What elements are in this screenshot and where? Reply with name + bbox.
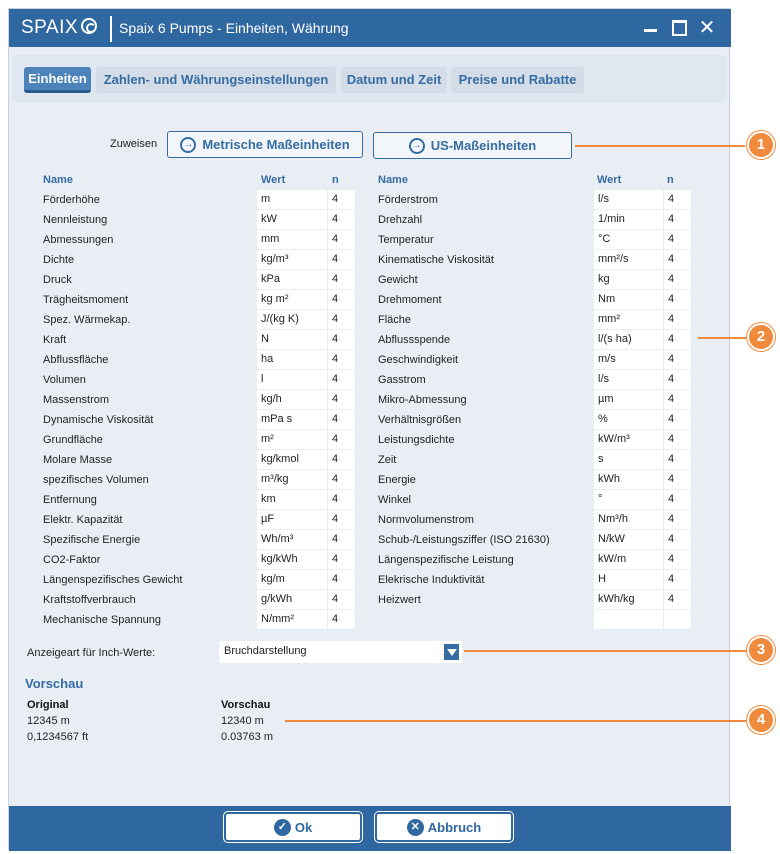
unit-name: Molare Masse <box>43 454 113 466</box>
check-icon: ✓ <box>274 819 291 836</box>
unit-value-field[interactable]: µm <box>594 390 663 409</box>
unit-value-field[interactable]: °C <box>594 230 663 249</box>
unit-name: spezifisches Volumen <box>43 474 149 486</box>
unit-value-field[interactable]: % <box>594 410 663 429</box>
unit-value-field[interactable]: Nm³/h <box>594 510 663 529</box>
unit-decimals-field[interactable]: 4 <box>664 570 691 589</box>
dialog-window <box>8 8 730 850</box>
unit-value-field[interactable]: ° <box>594 490 663 509</box>
unit-decimals-field[interactable]: 4 <box>328 490 355 509</box>
metric-units-button[interactable] <box>167 131 363 158</box>
unit-name: Winkel <box>378 494 412 506</box>
unit-value-field[interactable]: kg/kWh <box>257 550 327 569</box>
metric-units-label: Metrische Maßeinheiten <box>202 137 350 152</box>
unit-name: Mechanische Spannung <box>43 614 162 626</box>
unit-decimals-field[interactable]: 4 <box>328 430 355 449</box>
unit-decimals-field[interactable] <box>664 610 691 629</box>
unit-value-field[interactable]: N <box>257 330 327 349</box>
maximize-icon[interactable] <box>669 17 689 37</box>
unit-name: Grundfläche <box>43 434 103 446</box>
preview-value-2: 0.03763 m <box>221 731 273 743</box>
unit-name: Drehmoment <box>378 294 442 306</box>
unit-name: Drehzahl <box>378 214 423 226</box>
unit-value-field[interactable]: kWh/kg <box>594 590 663 609</box>
unit-name: Zeit <box>378 454 397 466</box>
tab-preise-rabatte[interactable]: Preise und Rabatte <box>451 67 584 93</box>
unit-decimals-field[interactable]: 4 <box>664 350 691 369</box>
original-header: Original <box>27 699 69 711</box>
unit-name: Heizwert <box>378 594 421 606</box>
unit-name: Elektr. Kapazität <box>43 514 123 526</box>
unit-value-field[interactable]: N/kW <box>594 530 663 549</box>
tab-zahlen-waehrung[interactable]: Zahlen- und Währungseinstellungen <box>96 67 336 93</box>
callout-line-4 <box>285 720 746 722</box>
unit-name: Trägheitsmoment <box>43 294 129 306</box>
unit-value-field[interactable]: N/mm² <box>257 610 327 629</box>
preview-value-1: 12340 m <box>221 715 264 727</box>
unit-decimals-field[interactable]: 4 <box>328 390 355 409</box>
original-value-2: 0,1234567 ft <box>27 731 89 743</box>
unit-decimals-field[interactable]: 4 <box>328 370 355 389</box>
cancel-button[interactable] <box>375 812 513 842</box>
original-value-1: 12345 m <box>27 715 70 727</box>
unit-value-field[interactable]: kW/m³ <box>594 430 663 449</box>
unit-name: Verhältnisgrößen <box>378 414 462 426</box>
unit-name: Nennleistung <box>43 214 108 226</box>
unit-value-field[interactable]: J/(kg K) <box>257 310 327 329</box>
unit-decimals-field[interactable]: 4 <box>328 230 355 249</box>
unit-value-field[interactable]: kg/h <box>257 390 327 409</box>
unit-decimals-field[interactable]: 4 <box>328 470 355 489</box>
unit-name: Gasstrom <box>378 374 426 386</box>
unit-decimals-field[interactable]: 4 <box>664 190 691 209</box>
unit-value-field[interactable]: s <box>594 450 663 469</box>
unit-decimals-field[interactable]: 4 <box>664 370 691 389</box>
unit-name: Spezifische Energie <box>43 534 141 546</box>
chevron-down-icon[interactable] <box>443 643 460 661</box>
callout-line-2 <box>698 337 746 339</box>
unit-decimals-field[interactable]: 4 <box>664 210 691 229</box>
unit-decimals-field[interactable]: 4 <box>328 510 355 529</box>
minimize-icon[interactable] <box>641 17 661 37</box>
header-name-left: Name <box>43 174 73 186</box>
unit-name: Energie <box>378 474 416 486</box>
callout-1: 1 <box>747 131 775 159</box>
unit-name: Längenspezifisches Gewicht <box>43 574 183 586</box>
unit-name: Massenstrom <box>43 394 110 406</box>
title-separator <box>110 16 112 42</box>
tab-datum-zeit[interactable]: Datum und Zeit <box>341 67 447 93</box>
unit-decimals-field[interactable]: 4 <box>328 590 355 609</box>
arrow-right-icon: → <box>180 137 196 153</box>
unit-value-field[interactable]: ha <box>257 350 327 369</box>
unit-decimals-field[interactable]: 4 <box>328 450 355 469</box>
unit-value-field[interactable]: Wh/m³ <box>257 530 327 549</box>
assign-label: Zuweisen <box>110 138 158 150</box>
unit-decimals-field[interactable]: 4 <box>664 550 691 569</box>
tab-einheiten[interactable]: Einheiten <box>24 67 91 93</box>
preview-header: Vorschau <box>221 699 271 711</box>
unit-value-field[interactable]: kW/m <box>594 550 663 569</box>
unit-name: Gewicht <box>378 274 418 286</box>
unit-decimals-field[interactable]: 4 <box>664 490 691 509</box>
unit-value-field[interactable]: µF <box>257 510 327 529</box>
unit-name: Dynamische Viskosität <box>43 414 154 426</box>
unit-decimals-field[interactable]: 4 <box>328 190 355 209</box>
unit-value-field[interactable]: Nm <box>594 290 663 309</box>
spaix-logo: SPAIX <box>21 17 97 39</box>
unit-name: Normvolumenstrom <box>378 514 474 526</box>
unit-value-field[interactable] <box>594 610 663 629</box>
unit-decimals-field[interactable]: 4 <box>328 570 355 589</box>
unit-value-field[interactable]: kg/m <box>257 570 327 589</box>
unit-value-field[interactable]: km <box>257 490 327 509</box>
header-n-left: n <box>332 174 339 186</box>
unit-name: Fläche <box>378 314 412 326</box>
unit-name: Förderstrom <box>378 194 438 206</box>
header-value-right: Wert <box>597 174 622 186</box>
unit-decimals-field[interactable]: 4 <box>328 250 355 269</box>
unit-value-field[interactable]: kg <box>594 270 663 289</box>
unit-decimals-field[interactable]: 4 <box>328 310 355 329</box>
us-units-button[interactable] <box>373 132 572 159</box>
callout-line-1 <box>575 145 745 147</box>
unit-value-field[interactable]: m <box>257 190 327 209</box>
unit-decimals-field[interactable]: 4 <box>664 430 691 449</box>
unit-value-field[interactable]: m/s <box>594 350 663 369</box>
us-units-label: US-Maßeinheiten <box>430 138 537 153</box>
unit-name: Abflussfläche <box>43 354 109 366</box>
unit-value-field[interactable]: m³/kg <box>257 470 327 489</box>
unit-value-field[interactable]: kg m² <box>257 290 327 309</box>
unit-decimals-field[interactable]: 4 <box>328 350 355 369</box>
unit-decimals-field[interactable]: 4 <box>664 410 691 429</box>
unit-decimals-field[interactable]: 4 <box>664 330 691 349</box>
unit-value-field[interactable]: l/(s ha) <box>594 330 663 349</box>
unit-decimals-field[interactable]: 4 <box>664 390 691 409</box>
unit-value-field[interactable]: kPa <box>257 270 327 289</box>
window-title: Spaix 6 Pumps - Einheiten, Währung <box>119 20 349 36</box>
unit-decimals-field[interactable]: 4 <box>664 450 691 469</box>
unit-value-field[interactable]: kg/m³ <box>257 250 327 269</box>
unit-name: Abflussspende <box>378 334 451 346</box>
unit-decimals-field[interactable]: 4 <box>664 470 691 489</box>
unit-value-field[interactable]: kg/kmol <box>257 450 327 469</box>
unit-decimals-field[interactable]: 4 <box>328 270 355 289</box>
unit-name: Mikro-Abmessung <box>378 394 467 406</box>
unit-decimals-field[interactable]: 4 <box>664 230 691 249</box>
unit-decimals-field[interactable]: 4 <box>328 530 355 549</box>
unit-value-field[interactable]: 1/min <box>594 210 663 229</box>
unit-value-field[interactable]: H <box>594 570 663 589</box>
unit-decimals-field[interactable]: 4 <box>328 610 355 629</box>
unit-name: Kraft <box>43 334 67 346</box>
unit-value-field[interactable]: l/s <box>594 370 663 389</box>
callout-4: 4 <box>747 706 775 734</box>
unit-decimals-field[interactable]: 4 <box>664 510 691 529</box>
unit-value-field[interactable]: mm <box>257 230 327 249</box>
unit-name: CO2-Faktor <box>43 554 101 566</box>
cancel-x-icon: ✕ <box>407 819 424 836</box>
close-icon[interactable]: ✕ <box>698 15 716 39</box>
unit-name: Dichte <box>43 254 75 266</box>
unit-decimals-field[interactable]: 4 <box>664 530 691 549</box>
header-n-right: n <box>667 174 674 186</box>
arrow-right-icon: → <box>409 138 425 154</box>
preview-title: Vorschau <box>25 676 84 691</box>
inch-display-label: Anzeigeart für Inch-Werte: <box>27 647 156 659</box>
unit-decimals-field[interactable]: 4 <box>664 310 691 329</box>
unit-name: Geschwindigkeit <box>378 354 459 366</box>
unit-value-field[interactable]: mm² <box>594 310 663 329</box>
unit-decimals-field[interactable]: 4 <box>328 410 355 429</box>
callout-3: 3 <box>747 636 775 664</box>
unit-name: Leistungsdichte <box>378 434 455 446</box>
unit-value-field[interactable]: l <box>257 370 327 389</box>
inch-display-select[interactable] <box>219 641 462 663</box>
unit-decimals-field[interactable]: 4 <box>664 290 691 309</box>
unit-decimals-field[interactable]: 4 <box>664 590 691 609</box>
callout-line-3 <box>464 650 746 652</box>
unit-value-field[interactable]: g/kWh <box>257 590 327 609</box>
unit-value-field[interactable]: m² <box>257 430 327 449</box>
unit-decimals-field[interactable]: 4 <box>664 270 691 289</box>
unit-name: Abmessungen <box>43 234 114 246</box>
unit-decimals-field[interactable]: 4 <box>328 210 355 229</box>
tab-bar <box>12 55 727 103</box>
unit-value-field[interactable]: kWh <box>594 470 663 489</box>
inch-display-value: Bruchdarstellung <box>224 645 307 657</box>
unit-name: Spez. Wärmekap. <box>43 314 131 326</box>
unit-value-field[interactable]: l/s <box>594 190 663 209</box>
title-bar <box>9 9 731 47</box>
unit-decimals-field[interactable]: 4 <box>328 330 355 349</box>
unit-decimals-field[interactable]: 4 <box>328 550 355 569</box>
ok-label: Ok <box>294 819 313 835</box>
unit-decimals-field[interactable]: 4 <box>664 250 691 269</box>
footer-bar <box>9 806 731 851</box>
cancel-label: Abbruch <box>427 819 482 835</box>
spaix-swirl-icon <box>81 18 97 34</box>
ok-button[interactable] <box>224 812 362 842</box>
unit-value-field[interactable]: mPa s <box>257 410 327 429</box>
unit-name: Kinematische Viskosität <box>378 254 494 266</box>
unit-name: Schub-/Leistungsziffer (ISO 21630) <box>378 534 550 546</box>
header-value-left: Wert <box>261 174 286 186</box>
callout-2: 2 <box>747 323 775 351</box>
unit-name: Druck <box>43 274 72 286</box>
unit-decimals-field[interactable]: 4 <box>328 290 355 309</box>
unit-name: Entfernung <box>43 494 97 506</box>
unit-name: Kraftstoffverbrauch <box>43 594 136 606</box>
header-name-right: Name <box>378 174 408 186</box>
unit-name: Förderhöhe <box>43 194 100 206</box>
unit-name: Elekrische Induktivität <box>378 574 485 586</box>
unit-name: Temperatur <box>378 234 434 246</box>
unit-name: Volumen <box>43 374 86 386</box>
unit-name: Längenspezifische Leistung <box>378 554 514 566</box>
unit-value-field[interactable]: kW <box>257 210 327 229</box>
unit-value-field[interactable]: mm²/s <box>594 250 663 269</box>
